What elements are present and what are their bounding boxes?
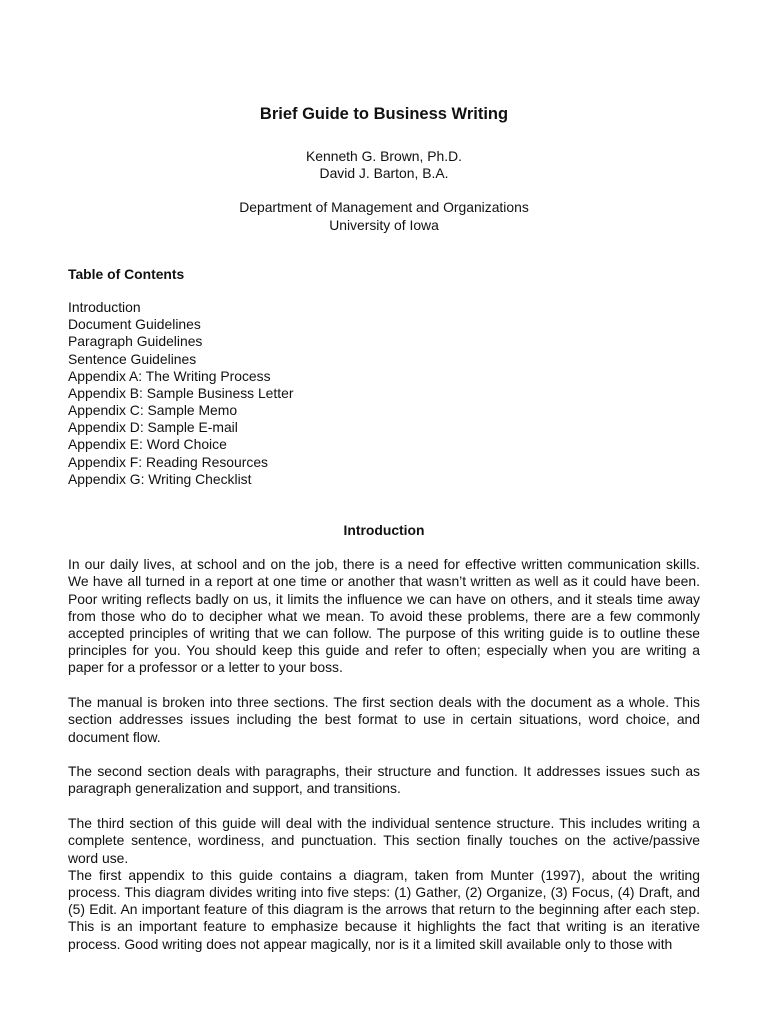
document-page xyxy=(68,103,700,953)
body-paragraph: The manual is broken into three sections. The first section deals with the document as a whole. This section addresses issues including the best format to use in certain situations, word choice, and document flow. xyxy=(68,694,700,745)
author-line: Kenneth G. Brown, Ph.D. xyxy=(306,148,462,164)
section-heading-introduction: Introduction xyxy=(343,522,425,539)
authors-block xyxy=(68,148,700,182)
affiliation-line: Department of Management and Organizations xyxy=(239,199,529,216)
document-title: Brief Guide to Business Writing xyxy=(259,105,509,123)
toc-item: Appendix D: Sample E-mail xyxy=(68,419,238,436)
toc-item: Appendix E: Word Choice xyxy=(68,436,227,453)
toc-item: Introduction xyxy=(68,298,141,315)
affiliation-block xyxy=(68,199,700,233)
body-paragraph: The first appendix to this guide contains a diagram, taken from Munter (1997), about the writing process. This diagram divides writing into five steps: (1) Gather, (2) Organize, (3) Focus, (4) Draft, and (5) Edit. An important feature of this diagram is the arrows that return to the beginning after each step. This is an important feature to emphasize because it highlights the fact that writing is an iterative process. Good writing does not appear magically, nor is it a limited skill available only to those with xyxy=(68,866,700,952)
body-paragraph: The third section of this guide will deal with the individual sentence structure. This includes writing a complete sentence, wordiness, and punctuation. This section finally touches on the active/passive word use. xyxy=(68,815,700,866)
body-paragraph: In our daily lives, at school and on the job, there is a need for effective written communication skills. We have all turned in a report at one time or another that wasn’t written as well as it could have been. Poor writing reflects badly on us, it limits the influence we can have on others, and it steals time away from those who do to decipher what we mean. To avoid these problems, there are a few commonly accepted principles of writing that we can follow. The purpose of this writing guide is to outline these principles for you. You should keep this guide and refer to often; especially when you are writing a paper for a professor or a letter to your boss. xyxy=(68,556,700,676)
toc-item: Appendix B: Sample Business Letter xyxy=(68,384,294,401)
affiliation-line: University of Iowa xyxy=(329,216,439,233)
toc-item: Appendix F: Reading Resources xyxy=(68,453,268,470)
toc-list xyxy=(68,299,700,488)
toc-item: Appendix C: Sample Memo xyxy=(68,402,238,419)
author-line: David J. Barton, B.A. xyxy=(319,165,449,182)
toc-item: Document Guidelines xyxy=(68,316,201,333)
toc-item: Paragraph Guidelines xyxy=(68,333,203,350)
toc-heading: Table of Contents xyxy=(68,265,185,282)
body-paragraph: The second section deals with paragraphs, their structure and function. It addresses issues such as paragraph generalization and support, and transitions. xyxy=(68,763,700,797)
toc-item: Sentence Guidelines xyxy=(68,350,197,367)
toc-item: Appendix A: The Writing Process xyxy=(68,367,271,384)
toc-item: Appendix G: Writing Checklist xyxy=(68,470,252,487)
